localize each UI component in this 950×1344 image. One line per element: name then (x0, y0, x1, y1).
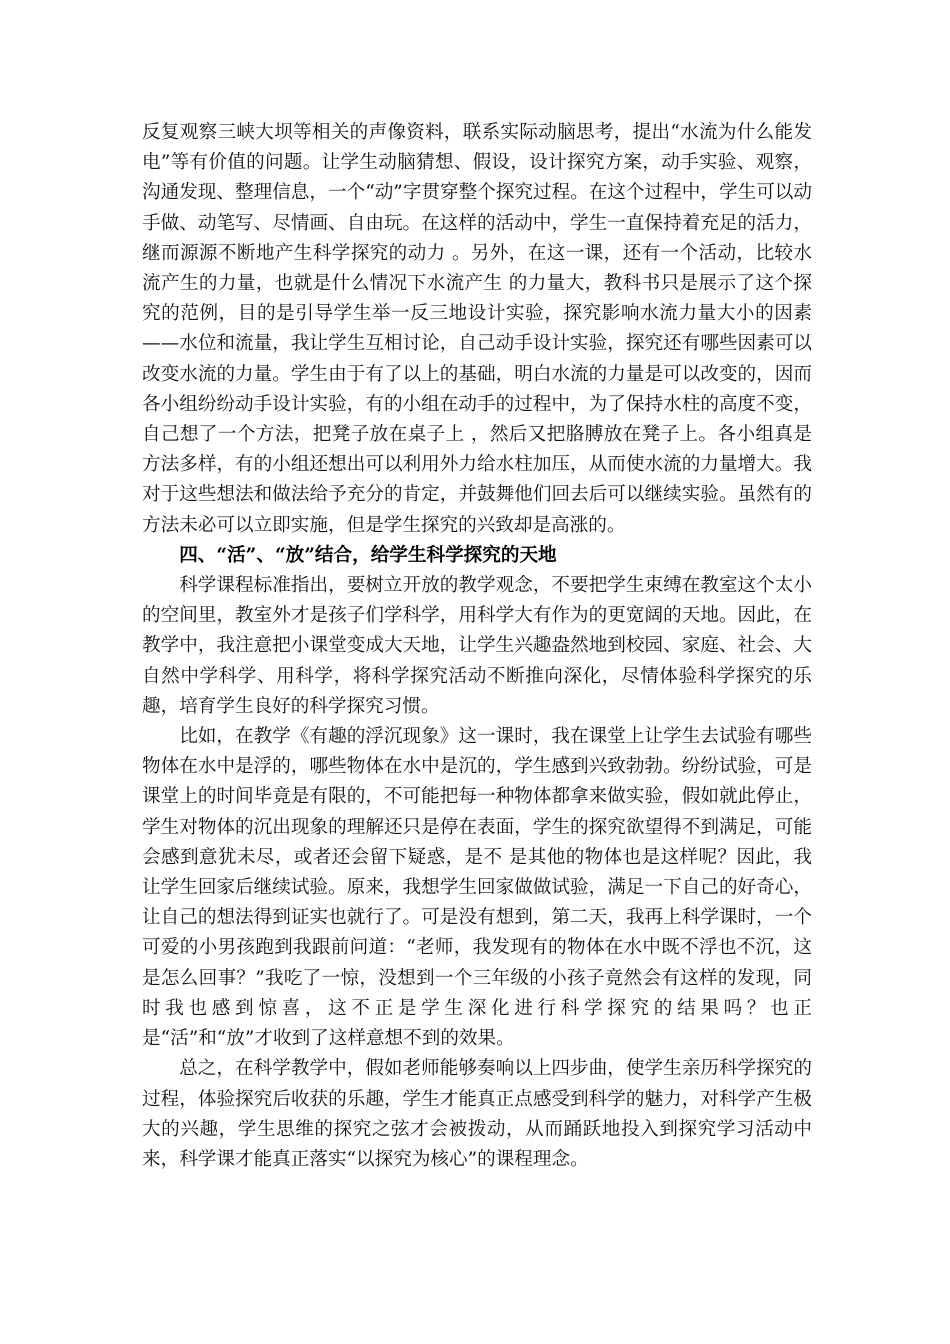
paragraph-floating-sinking-example: 比如，在教学《有趣的浮沉现象》这一课时，我在课堂上让学生去试验有哪些物体在水中是浮的，哪些物体在水中是沉的，学生感到兴致勃勃。纷纷试验，可是课堂上的时间毕竟是有限的，不可能把每一种物体都拿来做实验，假如就此停止，学生对物体的沉出现象的理解还只是停在表面，学生的探究欲望得不到满足，可能会感到意犹未尽，或者还会留下疑惑，是不 是其他的物体也是这样呢？因此，我让学生回家后继续试验。原来，我想学生回家做做试验，满足一下自己的好奇心，让自己的想法得到证实也就行了。可是没有想到，第二天，我再上科学课时，一个可爱的小男孩跑到我跟前问道：“老师，我发现有的物体在水中既不浮也不沉，这是怎么回事？”我吃了一惊，没想到一个三年级的小孩子竟然会有这样的发现，同时我也感到惊喜，这不正是学生深化进行科学探究的结果吗？也正是“活”和“放”才收到了这样意想不到的效果。 (142, 726, 812, 1050)
section-heading-4: 四、“活”、“放”结合，给学生科学探究的天地 (179, 544, 557, 566)
paragraph-curriculum-standard: 科学课程标准指出，要树立开放的教学观念，不要把学生束缚在教室这个太小的空间里，教室外才是孩子们学科学，用科学大有作为的更宽阔的天地。因此，在教学中，我注意把小课堂变成大天地，让学生兴趣盎然地到校园、家庭、社会、大自然中学科学、用科学，将科学探究活动不断推向深化，尽情体验科学探究的乐趣，培育学生良好的科学探究习惯。 (142, 575, 812, 717)
paragraph-continued: 反复观察三峡大坝等相关的声像资料，联系实际动脑思考，提出“水流为什么能发电”等有价值的问题。让学生动脑猜想、假设，设计探究方案，动手实验、观察，沟通发现、整理信息，一个“动”字贯穿整个探究过程。在这个过程中，学生可以动手做、动笔写、尽情画、自由玩。在这样的活动中，学生一直保持着充足的活力，继而源源不断地产生科学探究的动力 。另外，在这一课，还有一个活动，比较水流产生的力量，也就是什么情况下水流产生 的力量大，教科书只是展示了这个探究的范例，目的是引导学生举一反三地设计实验，探究影响水流力量大小的因素——水位和流量，我让学生互相讨论，自己动手设计实验，探究还有哪些因素可以改变水流的力量。学生由于有了以上的基础，明白水流的力量是可以改变的，因而各小组纷纷动手设计实验，有的小组在动手的过程中，为了保持水柱的高度不变，自己想了一个方法，把凳子放在桌子上 ，然后又把胳膊放在凳子上。各小组真是方法多样，有的小组还想出可以利用外力给水柱加压，从而使水流的力量增大。我对于这些想法和做法给予充分的肯定，并鼓舞他们回去后可以继续实验。虽然有的方法未必可以立即实施，但是学生探究的兴致却是高涨的。 (142, 122, 812, 536)
document-body (142, 118, 812, 1175)
paragraph-conclusion: 总之，在科学教学中，假如老师能够奏响以上四步曲，使学生亲历科学探究的过程，体验探究后收获的乐趣，学生才能真正点感受到科学的魅力，对科学产生极大的兴趣，学生思维的探究之弦才会被拨动，从而踊跃地投入到探究学习活动中来，科学课才能真正落实“以探究为核心”的课程理念。 (142, 1058, 812, 1170)
